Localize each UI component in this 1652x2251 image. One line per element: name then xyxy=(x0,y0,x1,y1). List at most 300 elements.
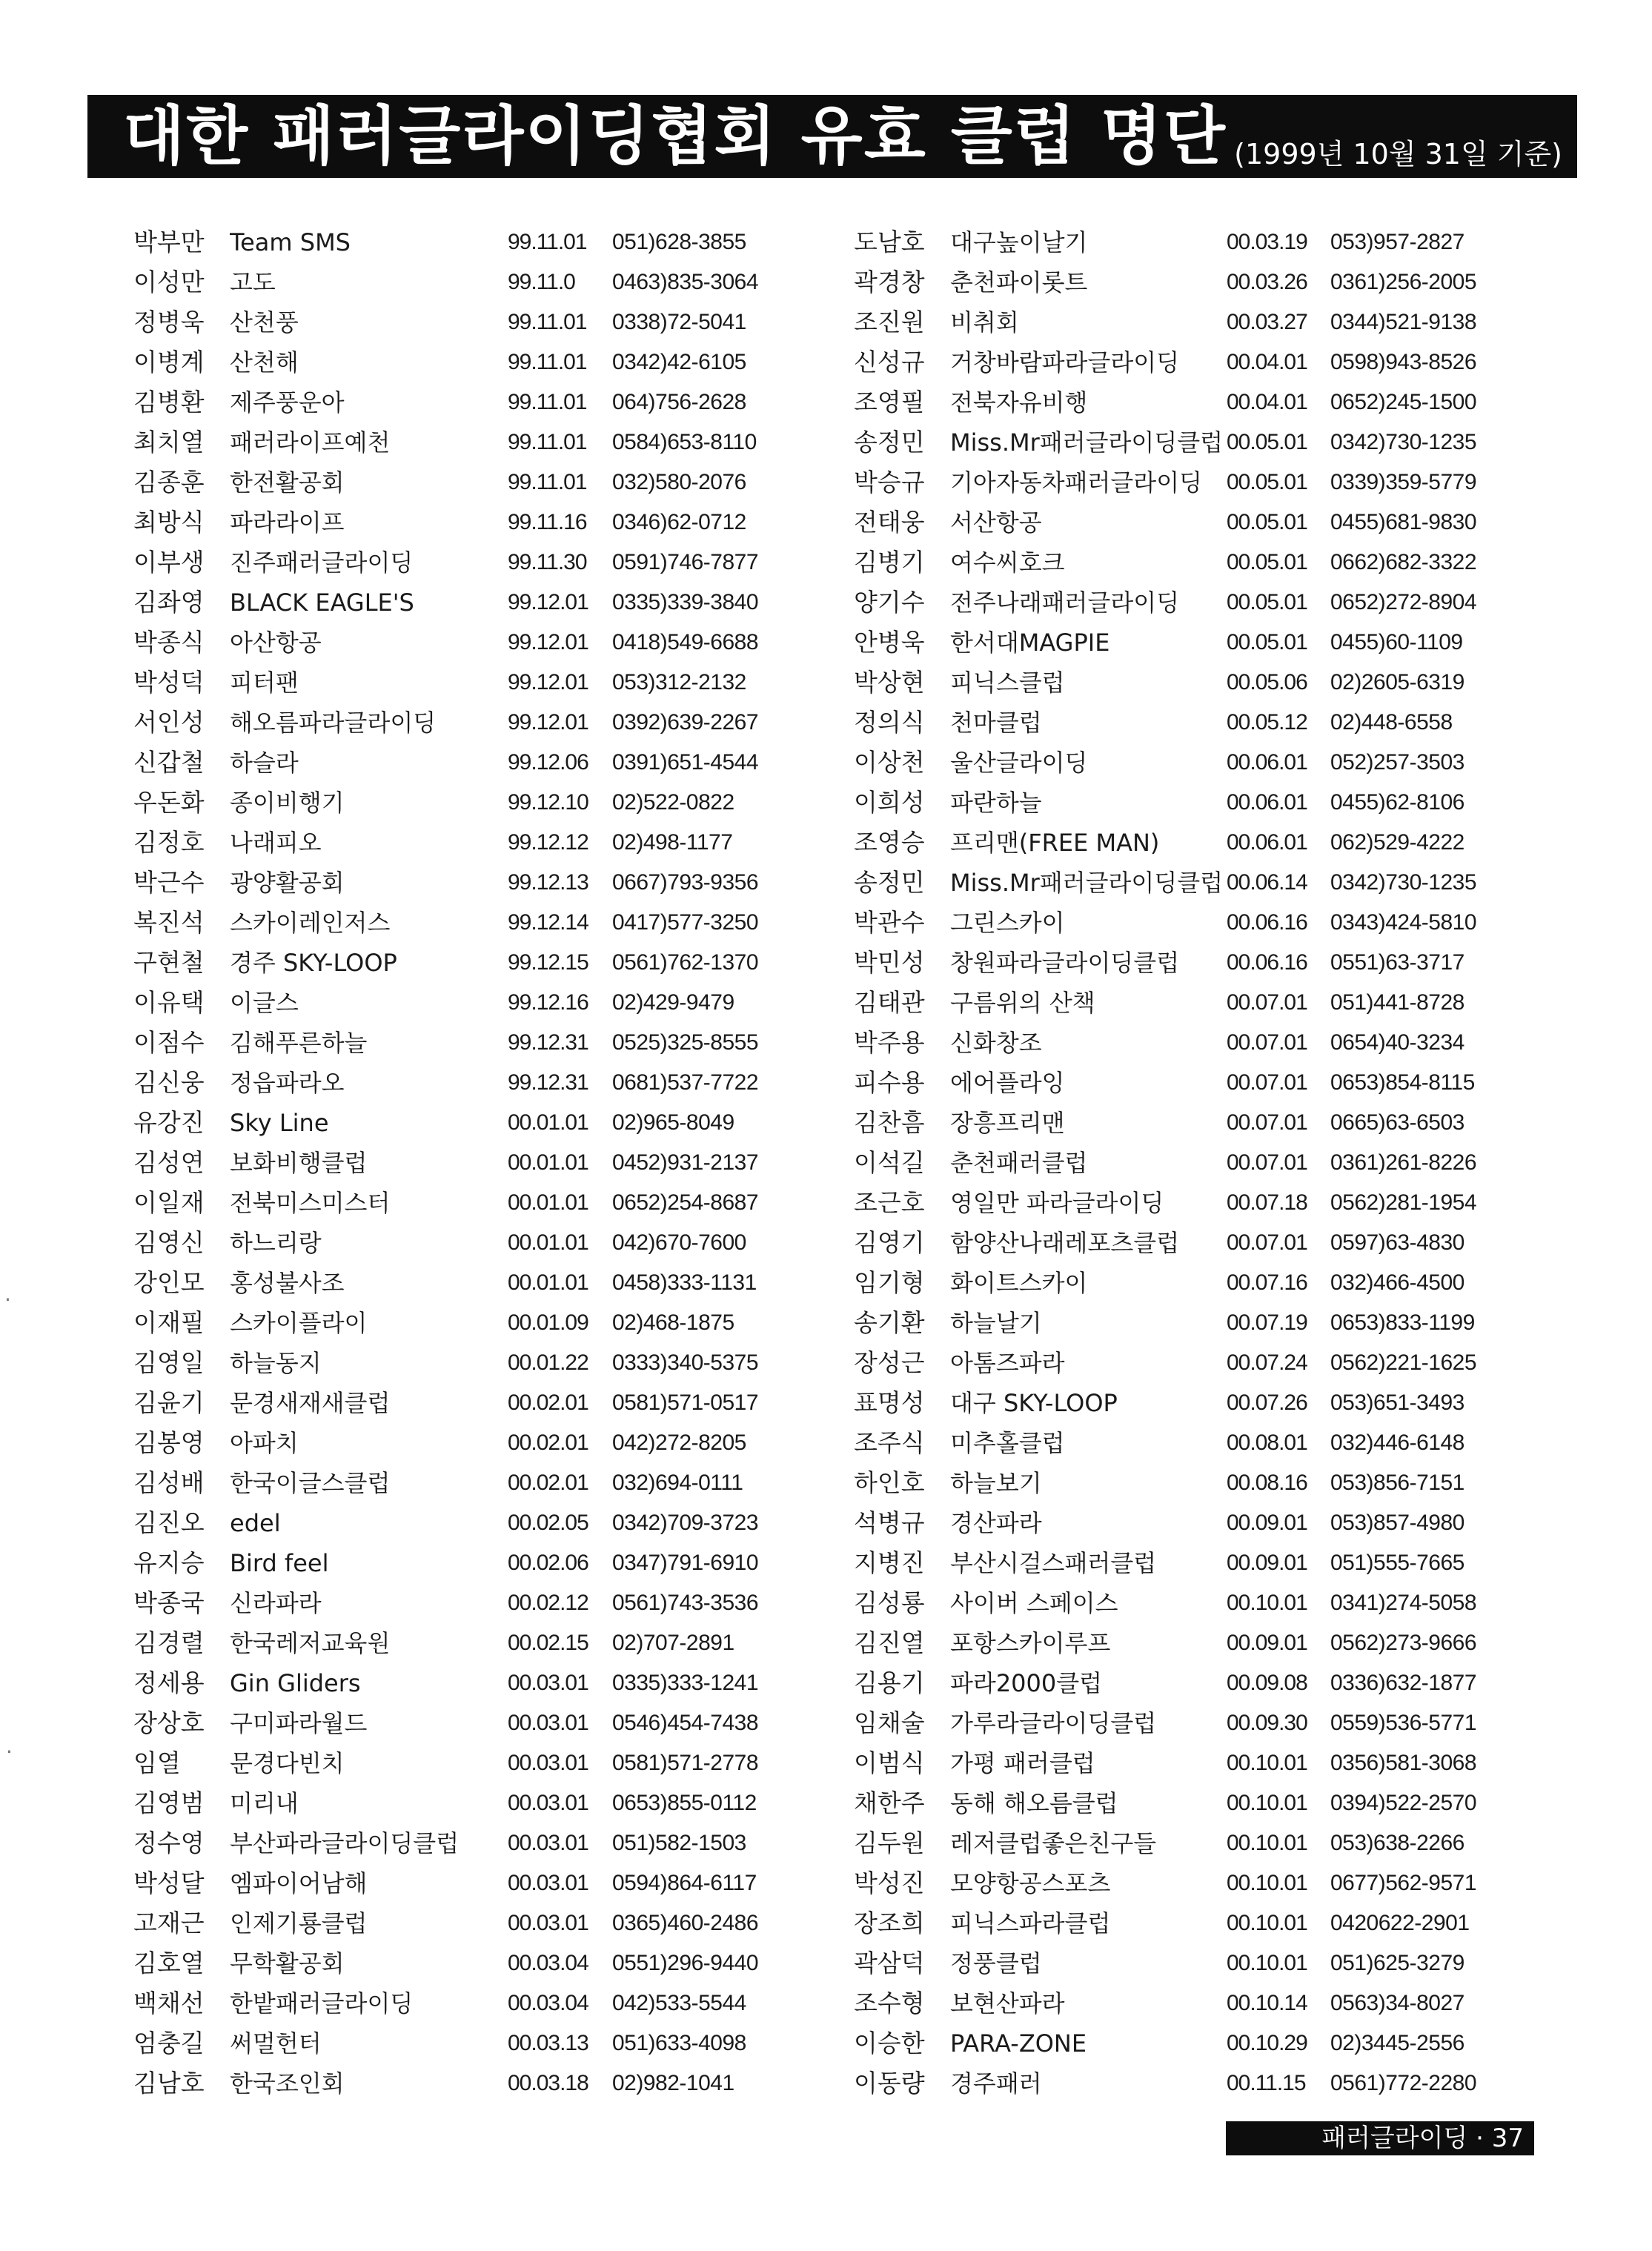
phone-number: 02)3445-2556 xyxy=(1330,2031,1464,2055)
member-name: 곽경창 xyxy=(854,268,925,296)
phone-number: 02)965-8049 xyxy=(612,1110,734,1135)
phone-number: 0525)325-8555 xyxy=(612,1030,759,1055)
club-name: 정읍파라오 xyxy=(230,1069,345,1097)
phone-number: 0662)682-3322 xyxy=(1330,550,1477,574)
phone-number: 0653)855-0112 xyxy=(612,1791,757,1815)
club-row xyxy=(854,422,1595,463)
registration-date: 00.03.01 xyxy=(508,1671,588,1695)
member-name: 송기환 xyxy=(854,1308,925,1337)
member-name: 김호열 xyxy=(133,1949,205,1978)
club-name: 스카이레인저스 xyxy=(230,909,391,937)
registration-date: 00.01.22 xyxy=(508,1350,588,1375)
member-name: 신갑철 xyxy=(133,748,205,777)
club-name: 홍성불사조 xyxy=(230,1269,345,1297)
member-name: 김종훈 xyxy=(133,468,205,497)
club-row xyxy=(133,1903,875,1943)
club-row xyxy=(854,1463,1595,1503)
registration-date: 00.03.01 xyxy=(508,1791,588,1815)
phone-number: 0338)72-5041 xyxy=(612,310,746,334)
registration-date: 99.11.01 xyxy=(508,350,587,374)
registration-date: 99.11.16 xyxy=(508,510,587,534)
phone-number: 051)441-8728 xyxy=(1330,990,1464,1015)
club-name: 영일만 파라글라이딩 xyxy=(950,1189,1164,1217)
club-name: 하슬라 xyxy=(230,749,299,777)
club-row xyxy=(854,1423,1595,1463)
phone-number: 0339)359-5779 xyxy=(1330,470,1477,494)
registration-date: 00.06.01 xyxy=(1227,790,1307,815)
registration-date: 00.03.27 xyxy=(1227,310,1307,334)
registration-date: 00.01.01 xyxy=(508,1230,588,1255)
member-name: 조영승 xyxy=(854,828,925,857)
club-name: 가평 패러클럽 xyxy=(950,1749,1095,1777)
club-row xyxy=(133,1463,875,1503)
club-row xyxy=(133,703,875,743)
club-row xyxy=(854,1263,1595,1303)
club-name: 문경새재새클럽 xyxy=(230,1389,391,1417)
club-name: 고도 xyxy=(230,268,276,296)
registration-date: 00.07.01 xyxy=(1227,1230,1307,1255)
club-row xyxy=(854,2023,1595,2063)
club-name: 구름위의 산책 xyxy=(950,989,1095,1017)
member-name: 김좌영 xyxy=(133,588,205,617)
phone-number: 0581)571-0517 xyxy=(612,1390,759,1415)
phone-number: 0562)221-1625 xyxy=(1330,1350,1477,1375)
phone-number: 0333)340-5375 xyxy=(612,1350,759,1375)
club-name: 부산파라글라이딩클럽 xyxy=(230,1829,460,1857)
registration-date: 00.09.01 xyxy=(1227,1511,1307,1535)
registration-date: 00.02.01 xyxy=(508,1390,588,1415)
club-row xyxy=(133,663,875,703)
club-name: 김해푸른하늘 xyxy=(230,1029,368,1057)
phone-number: 0347)791-6910 xyxy=(612,1551,759,1575)
club-row xyxy=(854,1503,1595,1543)
member-name: 이승한 xyxy=(854,2029,925,2058)
club-row xyxy=(854,1863,1595,1903)
member-name: 이점수 xyxy=(133,1028,205,1057)
club-row xyxy=(133,623,875,663)
club-name: 한국조인회 xyxy=(230,2069,345,2098)
registration-date: 00.07.19 xyxy=(1227,1310,1307,1335)
club-name: 대구높이날기 xyxy=(950,228,1088,256)
club-name: 하늘동지 xyxy=(230,1349,322,1377)
phone-number: 042)533-5544 xyxy=(612,1991,746,2015)
club-name: 피터팬 xyxy=(230,669,299,697)
club-name: PARA-ZONE xyxy=(950,2029,1087,2058)
club-row xyxy=(854,1023,1595,1063)
club-name: 나래피오 xyxy=(230,829,322,857)
club-row xyxy=(133,463,875,503)
registration-date: 00.05.01 xyxy=(1227,510,1307,534)
club-name: 울산글라이딩 xyxy=(950,749,1088,777)
club-name: 장흥프리맨 xyxy=(950,1109,1065,1137)
phone-number: 051)555-7665 xyxy=(1330,1551,1464,1575)
registration-date: 00.07.26 xyxy=(1227,1390,1307,1415)
member-name: 김영일 xyxy=(133,1348,205,1377)
club-row xyxy=(133,1823,875,1863)
club-name: 에어플라잉 xyxy=(950,1069,1065,1097)
club-row xyxy=(854,983,1595,1023)
member-name: 우돈화 xyxy=(133,788,205,817)
club-row xyxy=(854,222,1595,262)
phone-number: 064)756-2628 xyxy=(612,390,746,414)
member-name: 장조희 xyxy=(854,1909,925,1937)
club-name: 산천해 xyxy=(230,348,299,377)
registration-date: 00.03.19 xyxy=(1227,230,1307,254)
club-name: 제주풍운아 xyxy=(230,388,345,417)
member-name: 강인모 xyxy=(133,1268,205,1297)
phone-number: 0343)424-5810 xyxy=(1330,910,1477,935)
phone-number: 0597)63-4830 xyxy=(1330,1230,1464,1255)
registration-date: 00.11.15 xyxy=(1227,2071,1306,2095)
phone-number: 0551)63-3717 xyxy=(1330,950,1464,975)
member-name: 최방식 xyxy=(133,508,205,537)
club-name: 비취회 xyxy=(950,308,1019,337)
phone-number: 051)628-3855 xyxy=(612,230,746,254)
phone-number: 0361)256-2005 xyxy=(1330,270,1477,294)
registration-date: 00.09.01 xyxy=(1227,1631,1307,1655)
member-name: 장상호 xyxy=(133,1708,205,1737)
club-row xyxy=(133,1023,875,1063)
registration-date: 99.12.01 xyxy=(508,590,588,614)
member-name: 김성배 xyxy=(133,1468,205,1497)
member-name: 이석길 xyxy=(854,1148,925,1177)
club-row xyxy=(133,1783,875,1823)
member-name: 김정호 xyxy=(133,828,205,857)
club-row xyxy=(133,1263,875,1303)
club-row xyxy=(854,1303,1595,1343)
club-name: 써멀헌터 xyxy=(230,2029,322,2058)
member-name: 조영필 xyxy=(854,388,925,417)
member-name: 김남호 xyxy=(133,2069,205,2098)
phone-number: 0653)854-8115 xyxy=(1330,1070,1475,1095)
registration-date: 00.01.01 xyxy=(508,1190,588,1215)
club-name: 신화창조 xyxy=(950,1029,1042,1057)
club-row xyxy=(854,863,1595,903)
club-name: 피닉스클럽 xyxy=(950,669,1065,697)
reference-date: (1999년 10월 31일 기준) xyxy=(1234,138,1562,170)
club-name: 보화비행클럽 xyxy=(230,1149,368,1177)
club-name: 전북미스미스터 xyxy=(230,1189,391,1217)
scan-mark: · xyxy=(4,1287,11,1312)
registration-date: 00.01.01 xyxy=(508,1110,588,1135)
club-name: BLACK EAGLE'S xyxy=(230,589,414,617)
phone-number: 0561)762-1370 xyxy=(612,950,759,975)
phone-number: 0335)339-3840 xyxy=(612,590,759,614)
member-name: 김병기 xyxy=(854,548,925,577)
registration-date: 99.12.01 xyxy=(508,630,588,654)
phone-number: 0335)333-1241 xyxy=(612,1671,759,1695)
club-name: 신라파라 xyxy=(230,1589,322,1617)
member-name: 하인호 xyxy=(854,1468,925,1497)
registration-date: 00.05.12 xyxy=(1227,710,1307,735)
member-name: 조수형 xyxy=(854,1989,925,2018)
member-name: 석병규 xyxy=(854,1508,925,1537)
registration-date: 99.12.06 xyxy=(508,750,588,775)
member-name: 박근수 xyxy=(133,868,205,897)
registration-date: 00.05.01 xyxy=(1227,550,1307,574)
page-footer: 패러글라이딩 · 37 xyxy=(1226,2121,1534,2155)
club-name: 한전활공회 xyxy=(230,468,345,497)
registration-date: 99.12.12 xyxy=(508,830,588,855)
club-row xyxy=(854,703,1595,743)
member-name: 곽삼덕 xyxy=(854,1949,925,1978)
member-name: 송정민 xyxy=(854,868,925,897)
phone-number: 0652)245-1500 xyxy=(1330,390,1477,414)
registration-date: 00.03.04 xyxy=(508,1951,588,1975)
member-name: 백채선 xyxy=(133,1989,205,2018)
club-row xyxy=(854,1983,1595,2023)
club-row xyxy=(854,663,1595,703)
member-name: 채한주 xyxy=(854,1788,925,1817)
registration-date: 99.11.01 xyxy=(508,230,587,254)
registration-date: 00.03.01 xyxy=(508,1911,588,1935)
phone-number: 02)498-1177 xyxy=(612,830,733,855)
registration-date: 99.11.0 xyxy=(508,270,575,294)
registration-date: 00.05.01 xyxy=(1227,430,1307,454)
phone-number: 053)312-2132 xyxy=(612,670,746,694)
phone-number: 062)529-4222 xyxy=(1330,830,1464,855)
registration-date: 00.07.24 xyxy=(1227,1350,1307,1375)
phone-number: 0418)549-6688 xyxy=(612,630,759,654)
club-name: Miss.Mr패러글라이딩클럽 xyxy=(950,428,1224,457)
club-name: 여수씨호크 xyxy=(950,548,1065,577)
phone-number: 0581)571-2778 xyxy=(612,1751,759,1775)
club-name: 전북자유비행 xyxy=(950,388,1088,417)
member-name: 박주용 xyxy=(854,1028,925,1057)
member-name: 송정민 xyxy=(854,428,925,457)
member-name: 구현철 xyxy=(133,948,205,977)
member-name: 김경렬 xyxy=(133,1628,205,1657)
club-name: Sky Line xyxy=(230,1109,329,1137)
club-name: 산천풍 xyxy=(230,308,299,337)
club-name: 피닉스파라클럽 xyxy=(950,1909,1111,1937)
club-row xyxy=(854,1063,1595,1103)
phone-number: 0342)730-1235 xyxy=(1330,870,1477,895)
member-name: 임기형 xyxy=(854,1268,925,1297)
club-name: 화이트스카이 xyxy=(950,1269,1088,1297)
registration-date: 00.10.01 xyxy=(1227,1751,1307,1775)
registration-date: 00.03.01 xyxy=(508,1871,588,1895)
registration-date: 00.03.13 xyxy=(508,2031,588,2055)
phone-number: 0677)562-9571 xyxy=(1330,1871,1477,1895)
registration-date: 00.07.16 xyxy=(1227,1270,1307,1295)
phone-number: 0563)34-8027 xyxy=(1330,1991,1464,2015)
registration-date: 00.10.01 xyxy=(1227,1951,1307,1975)
club-name: 문경다빈치 xyxy=(230,1749,345,1777)
phone-number: 0654)40-3234 xyxy=(1330,1030,1464,1055)
phone-number: 0559)536-5771 xyxy=(1330,1711,1477,1735)
member-name: 이일재 xyxy=(133,1188,205,1217)
phone-number: 032)694-0111 xyxy=(612,1471,743,1495)
member-name: 김두원 xyxy=(854,1829,925,1857)
member-name: 서인성 xyxy=(133,708,205,737)
phone-number: 02)429-9479 xyxy=(612,990,734,1015)
registration-date: 00.01.01 xyxy=(508,1270,588,1295)
club-row xyxy=(133,1143,875,1183)
club-row xyxy=(133,2023,875,2063)
member-name: 박상현 xyxy=(854,668,925,697)
member-name: 김성연 xyxy=(133,1148,205,1177)
member-name: 박성덕 xyxy=(133,668,205,697)
club-row xyxy=(133,823,875,863)
registration-date: 00.05.01 xyxy=(1227,630,1307,654)
phone-number: 032)446-6148 xyxy=(1330,1431,1464,1455)
member-name: 장성근 xyxy=(854,1348,925,1377)
club-name: 한서대MAGPIE xyxy=(950,629,1110,657)
registration-date: 00.04.01 xyxy=(1227,390,1307,414)
registration-date: 00.03.26 xyxy=(1227,270,1307,294)
member-name: 이재필 xyxy=(133,1308,205,1337)
member-name: 이병계 xyxy=(133,348,205,377)
club-row xyxy=(133,1663,875,1703)
member-name: 유지승 xyxy=(133,1548,205,1577)
club-name: 서산항공 xyxy=(950,508,1042,537)
club-name: 천마클럽 xyxy=(950,709,1042,737)
member-name: 박성진 xyxy=(854,1869,925,1897)
club-row xyxy=(133,222,875,262)
club-name: 파라2000클럽 xyxy=(950,1669,1103,1697)
member-name: 안병욱 xyxy=(854,628,925,657)
registration-date: 00.02.01 xyxy=(508,1431,588,1455)
club-name: 광양활공회 xyxy=(230,869,345,897)
club-row xyxy=(854,503,1595,543)
club-row xyxy=(133,422,875,463)
club-row xyxy=(133,1543,875,1583)
member-name: 김성룡 xyxy=(854,1588,925,1617)
club-row xyxy=(854,2063,1595,2104)
member-name: 김신웅 xyxy=(133,1068,205,1097)
phone-number: 0561)772-2280 xyxy=(1330,2071,1477,2095)
club-row xyxy=(133,503,875,543)
registration-date: 00.06.01 xyxy=(1227,830,1307,855)
club-name: 패러라이프예천 xyxy=(230,428,391,457)
club-row xyxy=(133,1183,875,1223)
phone-number: 0584)653-8110 xyxy=(612,430,757,454)
registration-date: 99.11.01 xyxy=(508,310,587,334)
phone-number: 0342)42-6105 xyxy=(612,350,746,374)
registration-date: 00.07.01 xyxy=(1227,1110,1307,1135)
club-name: Gin Gliders xyxy=(230,1669,361,1697)
phone-number: 0598)943-8526 xyxy=(1330,350,1477,374)
member-name: 김진열 xyxy=(854,1628,925,1657)
phone-number: 0346)62-0712 xyxy=(612,510,746,534)
registration-date: 00.10.29 xyxy=(1227,2031,1307,2055)
member-name: 김영신 xyxy=(133,1228,205,1257)
member-name: 김윤기 xyxy=(133,1388,205,1417)
club-row xyxy=(133,1503,875,1543)
phone-number: 053)638-2266 xyxy=(1330,1831,1464,1855)
club-row xyxy=(133,1743,875,1783)
club-name: 경산파라 xyxy=(950,1509,1042,1537)
member-name: 박성달 xyxy=(133,1869,205,1897)
registration-date: 00.04.01 xyxy=(1227,350,1307,374)
club-row xyxy=(854,1903,1595,1943)
club-row xyxy=(133,1623,875,1663)
club-name: 창원파라글라이딩클럽 xyxy=(950,949,1180,977)
club-name: edel xyxy=(230,1509,281,1537)
club-name: 동해 해오름클럽 xyxy=(950,1789,1118,1817)
phone-number: 0394)522-2570 xyxy=(1330,1791,1477,1815)
club-row xyxy=(854,1223,1595,1263)
club-name: 정풍클럽 xyxy=(950,1949,1042,1978)
club-row xyxy=(133,1223,875,1263)
club-row xyxy=(854,623,1595,663)
registration-date: 00.07.01 xyxy=(1227,1030,1307,1055)
registration-date: 00.06.01 xyxy=(1227,750,1307,775)
club-row xyxy=(133,302,875,342)
registration-date: 00.01.09 xyxy=(508,1310,588,1335)
registration-date: 00.10.01 xyxy=(1227,1871,1307,1895)
member-name: 이범식 xyxy=(854,1748,925,1777)
phone-number: 032)466-4500 xyxy=(1330,1270,1464,1295)
club-row xyxy=(854,1743,1595,1783)
phone-number: 0365)460-2486 xyxy=(612,1911,759,1935)
member-name: 유강진 xyxy=(133,1108,205,1137)
club-name: 아산항공 xyxy=(230,629,322,657)
phone-number: 0561)743-3536 xyxy=(612,1591,759,1615)
club-name: Miss.Mr패러글라이딩클럽 xyxy=(950,869,1224,897)
phone-number: 053)957-2827 xyxy=(1330,230,1464,254)
club-name: 미리내 xyxy=(230,1789,299,1817)
registration-date: 00.05.01 xyxy=(1227,470,1307,494)
club-list-left xyxy=(133,222,875,2104)
registration-date: 00.08.16 xyxy=(1227,1471,1307,1495)
club-name: 한국이글스클럽 xyxy=(230,1469,391,1497)
registration-date: 00.03.01 xyxy=(508,1751,588,1775)
club-name: 무학활공회 xyxy=(230,1949,345,1978)
club-name: 종이비행기 xyxy=(230,789,345,817)
club-row xyxy=(133,743,875,783)
club-name: 하늘날기 xyxy=(950,1309,1042,1337)
club-name: Team SMS xyxy=(230,228,351,256)
club-row xyxy=(854,783,1595,823)
club-name: 이글스 xyxy=(230,989,299,1017)
club-name: 한밭패러글라이딩 xyxy=(230,1989,414,2018)
phone-number: 0455)60-1109 xyxy=(1330,630,1463,654)
registration-date: 00.07.18 xyxy=(1227,1190,1307,1215)
club-name: 파란하늘 xyxy=(950,789,1042,817)
club-row xyxy=(854,743,1595,783)
member-name: 정병욱 xyxy=(133,308,205,337)
club-name: 미추홀클럽 xyxy=(950,1429,1065,1457)
member-name: 이성만 xyxy=(133,268,205,296)
club-name: 엠파이어남해 xyxy=(230,1869,368,1897)
member-name: 박관수 xyxy=(854,908,925,937)
phone-number: 0417)577-3250 xyxy=(612,910,759,935)
phone-number: 0681)537-7722 xyxy=(612,1070,759,1095)
member-name: 조주식 xyxy=(854,1428,925,1457)
phone-number: 0652)272-8904 xyxy=(1330,590,1477,614)
club-name: 부산시걸스패러클럽 xyxy=(950,1549,1157,1577)
club-row xyxy=(854,1383,1595,1423)
phone-number: 0361)261-8226 xyxy=(1330,1150,1477,1175)
club-name: 가루라글라이딩클럽 xyxy=(950,1709,1157,1737)
registration-date: 99.11.01 xyxy=(508,390,587,414)
registration-date: 00.10.14 xyxy=(1227,1991,1307,2015)
club-row xyxy=(133,863,875,903)
registration-date: 00.07.01 xyxy=(1227,1150,1307,1175)
member-name: 이희성 xyxy=(854,788,925,817)
registration-date: 99.12.14 xyxy=(508,910,588,935)
club-row xyxy=(133,1103,875,1143)
club-name: 보현산파라 xyxy=(950,1989,1065,2018)
member-name: 이상천 xyxy=(854,748,925,777)
member-name: 박승규 xyxy=(854,468,925,497)
registration-date: 00.07.01 xyxy=(1227,1070,1307,1095)
club-name: 춘천파이롯트 xyxy=(950,268,1088,296)
registration-date: 99.11.01 xyxy=(508,470,587,494)
club-row xyxy=(133,1863,875,1903)
